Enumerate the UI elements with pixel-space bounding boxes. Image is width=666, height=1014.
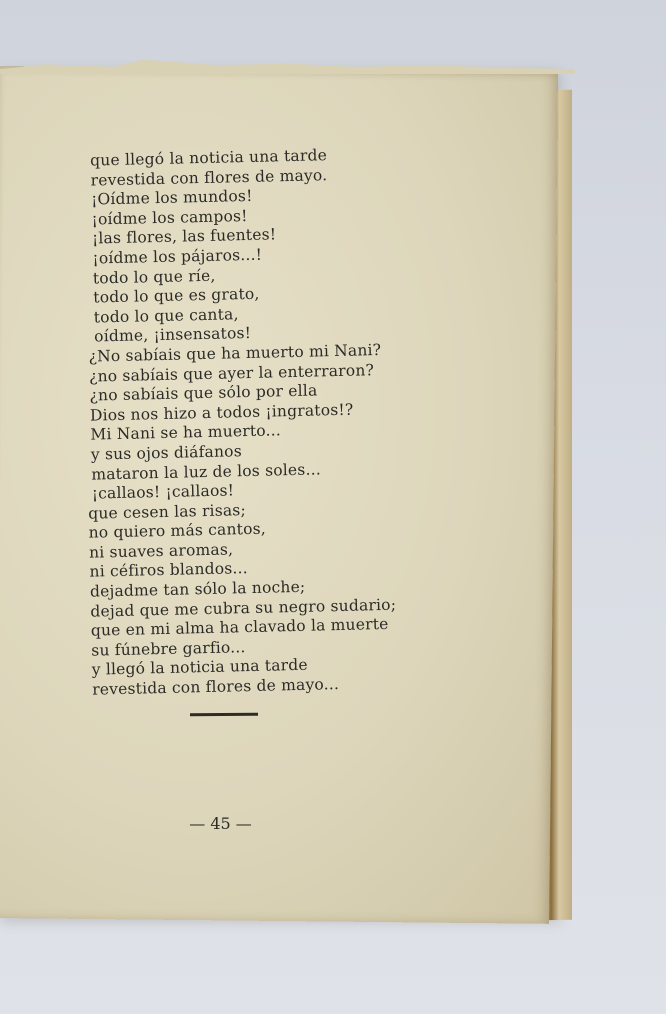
poem-line: ¡oídme los pájaros...! (92, 245, 263, 268)
poem-line: mataron la luz de los soles... (91, 459, 322, 484)
poem-line: ¡oídme los campos! (91, 206, 248, 229)
poem-line: ¿No sabíais que ha muerto mi Nani? (88, 340, 382, 366)
poem-line: y sus ojos diáfanos (90, 442, 243, 464)
poem-line: ¡las flores, las fuentes! (91, 225, 277, 248)
poem-line: dejadme tan sólo la noche; (89, 577, 306, 601)
poem-line: Mi Nani se ha muerto... (90, 421, 282, 444)
poem-line: Dios nos hizo a todos ¡ingratos!? (89, 400, 354, 425)
poem-line: no quiero más cantos, (88, 519, 267, 542)
poem-line: ¿no sabíais que ayer la enterraron? (88, 360, 375, 386)
poem-line: todo lo que es grato, (93, 284, 260, 307)
poem-line: ¡callaos! ¡callaos! (91, 481, 235, 503)
poem-line: ni céfiros blandos... (89, 559, 249, 582)
poem-line: dejad que me cubra su negro sudario; (90, 595, 397, 621)
poem-line: ¿no sabíais que sólo por ella (89, 381, 318, 405)
poem-line: que en mi alma ha clavado la muerte (90, 615, 389, 640)
poem-text (70, 142, 502, 700)
poem-line: que llegó la noticia una tarde (89, 146, 328, 170)
poem-line: ¡Oídme los mundos! (90, 187, 253, 209)
poem-line: todo lo que ríe, (92, 266, 216, 288)
poem-line: que cesen las risas; (87, 500, 247, 523)
poem-line: oídme, ¡insensatos! (93, 324, 252, 346)
poem-line: revestida con flores de mayo. (90, 165, 328, 190)
section-divider (190, 713, 258, 716)
poem-line: su fúnebre garfio... (91, 637, 246, 660)
poem-line: todo lo que canta, (93, 304, 239, 327)
torn-top-edge (0, 58, 575, 74)
poem-line: y llegó la noticia una tarde (91, 656, 309, 680)
poem-line: ni suaves aromas, (88, 540, 234, 562)
page-number: — 45 — (189, 814, 252, 833)
poem-line: revestida con flores de mayo... (91, 675, 340, 699)
